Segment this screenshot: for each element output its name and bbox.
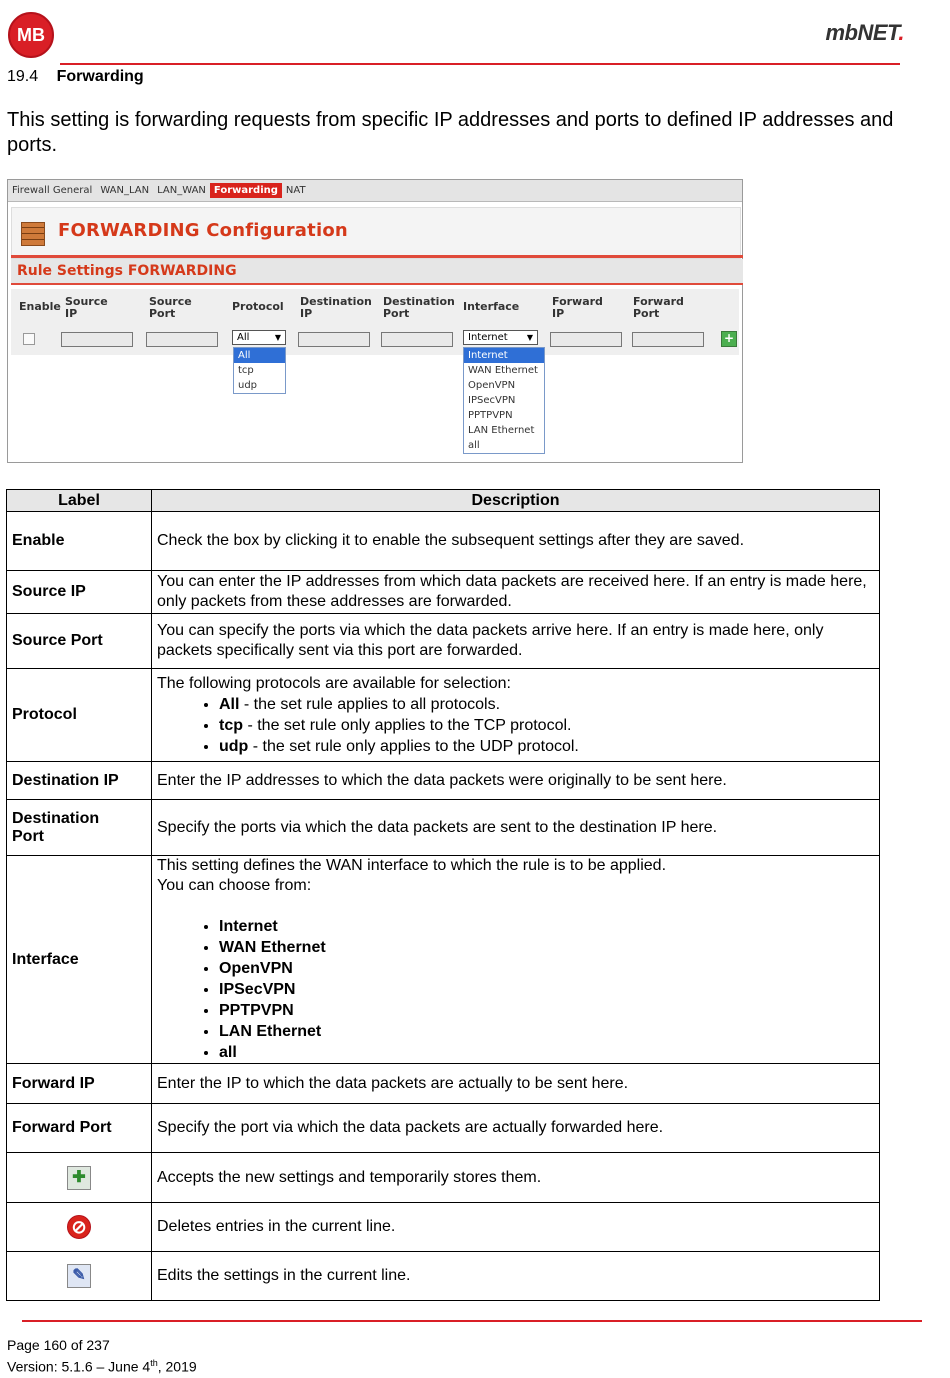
interface-option[interactable]: all	[468, 440, 480, 451]
intro-paragraph: This setting is forwarding requests from specific IP addresses and ports to defined IP addresses and ports.	[7, 109, 894, 156]
list-item: • Internet	[219, 916, 874, 937]
interface-option[interactable]: LAN Ethernet	[468, 425, 535, 436]
section-number: 19.4	[7, 68, 39, 85]
tab-wan-lan[interactable]: WAN_LAN	[100, 185, 150, 196]
col-destination-port: Destination Port	[383, 295, 455, 320]
row-label: Destination Port	[7, 800, 152, 856]
protocol-option[interactable]: tcp	[238, 365, 254, 376]
interface-option[interactable]: WAN Ethernet	[468, 365, 538, 376]
destination-port-input[interactable]	[381, 332, 453, 347]
row-label	[7, 1203, 152, 1252]
edit-icon	[67, 1264, 91, 1288]
interface-list	[157, 916, 874, 1063]
destination-ip-input[interactable]	[298, 332, 370, 347]
row-label: Protocol	[7, 669, 152, 762]
row-label	[7, 1153, 152, 1203]
col-protocol: Protocol	[232, 300, 284, 313]
list-item: • WAN Ethernet	[219, 937, 874, 958]
interface-select[interactable]: Internet ▼	[463, 330, 538, 345]
table-row	[7, 1104, 880, 1153]
add-rule-button[interactable]: +	[721, 331, 737, 347]
row-label: Source IP	[7, 571, 152, 614]
row-description: Specify the port via which the data packets are actually forwarded here.	[152, 1104, 880, 1153]
table-row	[7, 669, 880, 762]
interface-option[interactable]: IPSecVPN	[468, 395, 516, 406]
interface-option[interactable]: PPTPVPN	[468, 410, 513, 421]
row-label: Forward IP	[7, 1064, 152, 1104]
list-item: • LAN Ethernet	[219, 1021, 874, 1042]
table-row	[7, 1153, 880, 1203]
page-number: Page 160 of 237	[7, 1337, 110, 1353]
list-item: • all	[219, 1042, 874, 1063]
forward-port-input[interactable]	[632, 332, 704, 347]
chevron-down-icon: ▼	[274, 333, 281, 342]
row-label: Interface	[7, 856, 152, 1064]
col-forward-ip: Forward IP	[552, 295, 603, 320]
source-port-input[interactable]	[146, 332, 218, 347]
row-description: Edits the settings in the current line.	[152, 1252, 880, 1301]
header-label: Label	[7, 490, 152, 512]
list-item: • tcp - the set rule only applies to the TCP protocol.	[219, 715, 874, 736]
col-interface: Interface	[463, 300, 520, 313]
tab-nat[interactable]: NAT	[285, 185, 306, 196]
protocol-option[interactable]: All	[234, 348, 285, 363]
footer-divider	[22, 1320, 922, 1322]
config-divider	[11, 255, 743, 258]
source-ip-input[interactable]	[61, 332, 133, 347]
table-row	[7, 614, 880, 669]
rule-form	[11, 289, 739, 355]
row-description: You can enter the IP addresses from which data packets are received here. If an entry is made here, only packets from these addresses are forwarded.	[152, 571, 880, 614]
table-row	[7, 856, 880, 1064]
row-description	[152, 669, 880, 762]
col-enable: Enable	[19, 300, 61, 313]
section-heading	[7, 68, 144, 86]
list-item: • OpenVPN	[219, 958, 874, 979]
table-row	[7, 1203, 880, 1252]
config-title: FORWARDING Configuration	[58, 220, 348, 241]
row-label: Source Port	[7, 614, 152, 669]
list-item: • All - the set rule applies to all protocols.	[219, 694, 874, 715]
interface-option[interactable]: OpenVPN	[468, 380, 516, 391]
col-forward-port: Forward Port	[633, 295, 684, 320]
config-header	[11, 207, 741, 259]
interface-option[interactable]: Internet	[464, 348, 544, 363]
table-row	[7, 512, 880, 571]
row-description	[152, 856, 880, 1064]
row-description: Accepts the new settings and temporarily stores them.	[152, 1153, 880, 1203]
list-item: • IPSecVPN	[219, 979, 874, 1000]
table-row	[7, 762, 880, 800]
page-footer	[7, 1336, 197, 1376]
table-row	[7, 1252, 880, 1301]
header-description: Description	[152, 490, 880, 512]
row-label: Forward Port	[7, 1104, 152, 1153]
forward-ip-input[interactable]	[550, 332, 622, 347]
col-source-ip: Source IP	[65, 295, 108, 320]
interface-dropdown	[463, 347, 545, 454]
col-destination-ip: Destination IP	[300, 295, 372, 320]
interface-intro: This setting defines the WAN interface to which the rule is to be applied.	[157, 857, 667, 874]
row-label	[7, 1252, 152, 1301]
header-divider	[60, 63, 900, 65]
mbnet-logo: mbNET.	[825, 20, 904, 45]
table-row	[7, 1064, 880, 1104]
protocol-intro: The following protocols are available for selection:	[157, 674, 511, 692]
tab-firewall-general[interactable]: Firewall General	[12, 185, 93, 196]
list-item: • PPTPVPN	[219, 1000, 874, 1021]
row-label: Enable	[7, 512, 152, 571]
tab-lan-wan[interactable]: LAN_WAN	[157, 185, 206, 196]
col-source-port: Source Port	[149, 295, 192, 320]
table-row	[7, 571, 880, 614]
section-title: Forwarding	[56, 68, 144, 85]
protocol-option[interactable]: udp	[238, 380, 258, 391]
row-description: Check the box by clicking it to enable the subsequent settings after they are saved.	[152, 512, 880, 571]
row-description: You can specify the ports via which the data packets arrive here. If an entry is made here, only packets specifically sent via this port are forwarded.	[152, 614, 880, 669]
row-label: Destination IP	[7, 762, 152, 800]
row-description: Enter the IP to which the data packets are actually to be sent here.	[152, 1064, 880, 1104]
enable-checkbox[interactable]	[23, 333, 35, 345]
delete-icon	[67, 1215, 91, 1239]
version-line: Version: 5.1.6 – June 4th, 2019	[7, 1358, 197, 1375]
table-header-row	[7, 490, 880, 512]
rule-settings-title: Rule Settings FORWARDING	[17, 263, 237, 279]
rule-settings-bar	[11, 259, 743, 283]
protocol-select[interactable]: All ▼	[232, 330, 286, 345]
forwarding-screenshot	[7, 179, 743, 463]
interface-intro-2: You can choose from:	[157, 877, 312, 894]
accept-icon	[67, 1166, 91, 1190]
row-description: Deletes entries in the current line.	[152, 1203, 880, 1252]
row-description: Specify the ports via which the data packets are sent to the destination IP here.	[152, 800, 880, 856]
rule-divider	[11, 283, 743, 285]
mb-logo: MB	[8, 12, 54, 58]
table-row	[7, 800, 880, 856]
firewall-icon	[21, 222, 45, 246]
row-description: Enter the IP addresses to which the data packets were originally to be sent here.	[152, 762, 880, 800]
chevron-down-icon: ▼	[526, 333, 533, 342]
protocol-dropdown	[233, 347, 286, 394]
description-table	[6, 489, 880, 1301]
list-item: • udp - the set rule only applies to the UDP protocol.	[219, 736, 874, 757]
protocol-list	[157, 694, 874, 757]
tab-bar	[8, 180, 742, 202]
tab-forwarding[interactable]: Forwarding	[210, 183, 282, 198]
